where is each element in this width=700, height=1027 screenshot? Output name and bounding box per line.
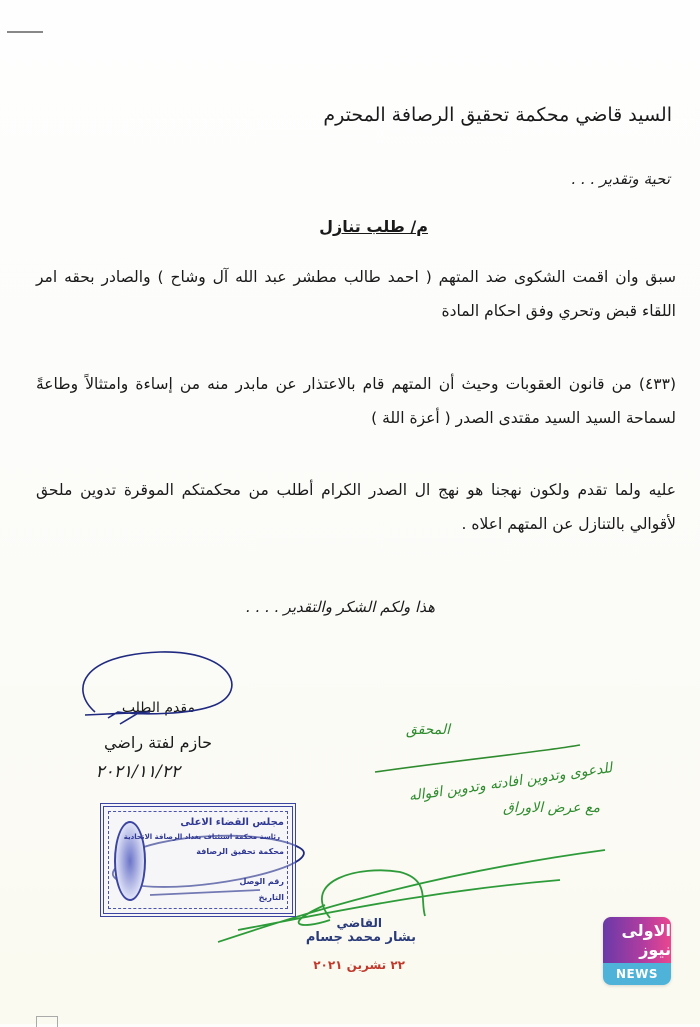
applicant-name: حازم لفتة راضي <box>103 733 212 752</box>
applicant-date: ٢٠٢١/١١/٢٢ <box>95 762 180 782</box>
paragraph-1: سبق وان اقمت الشكوى ضد المتهم ( احمد طالب مطشر عبد الله آل وشاح ) والصادر بحقه امر اللقاء قبض وتحري وفق احكام المادة <box>36 268 676 320</box>
stamp-line-4: رقم الوصل <box>239 877 284 886</box>
stamp-line-5: التاريخ <box>258 893 284 902</box>
logo-news: NEWS <box>603 963 671 985</box>
stamp-line-3: محكمة تحقيق الرصافة <box>196 847 284 856</box>
judge-title: القاضي <box>336 916 382 930</box>
judge-name: بشار محمد جسام <box>305 930 416 945</box>
news-logo <box>603 917 671 985</box>
annotation-line-2: مع عرض الاوراق <box>502 800 600 816</box>
paragraph-3: عليه ولما تقدم ولكون نهجنا هو نهج ال الصدر الكرام أطلب من محكمتكم الموقرة تدوين ملحق لأقوالي بالتنازل عن المتهم اعلاه . <box>36 481 676 533</box>
logo-brand: الاولى نيوز <box>603 917 671 963</box>
judge-date: ٢٢ تشرين ٢٠٢١ <box>313 958 405 972</box>
addressee-line: السيد قاضي محكمة تحقيق الرصافة المحترم <box>323 104 672 126</box>
stamp-line-2: رئاسة محكمة استئناف بغداد الرصافة الاتحادية <box>123 833 280 841</box>
annotation-title: المحقق <box>405 722 450 738</box>
scan-mark <box>7 31 43 33</box>
closing-line: هذا ولكم الشكر والتقدير . . . . <box>245 598 435 616</box>
applicant-label: مقدم الطلب <box>121 700 195 716</box>
subject-line: م/ طلب تنازل <box>319 217 428 236</box>
court-stamp <box>100 803 296 917</box>
paragraph-2: (٤٣٣) من قانون العقوبات وحيث أن المتهم قام بالاعتذار عن مابدر منه من إساءة وامتثالاً وطاعةً لسماحة السيد السيد مقتدى الصدر ( أعزة اللة ) <box>36 375 676 427</box>
greeting-line: تحية وتقدير . . . <box>570 170 670 188</box>
stamp-line-1: مجلس القضاء الاعلى <box>180 817 284 828</box>
page-edge-mark <box>36 1016 58 1027</box>
annotation-line-1: للدعوى وتدوين افادته وتدوين اقواله <box>407 760 614 805</box>
